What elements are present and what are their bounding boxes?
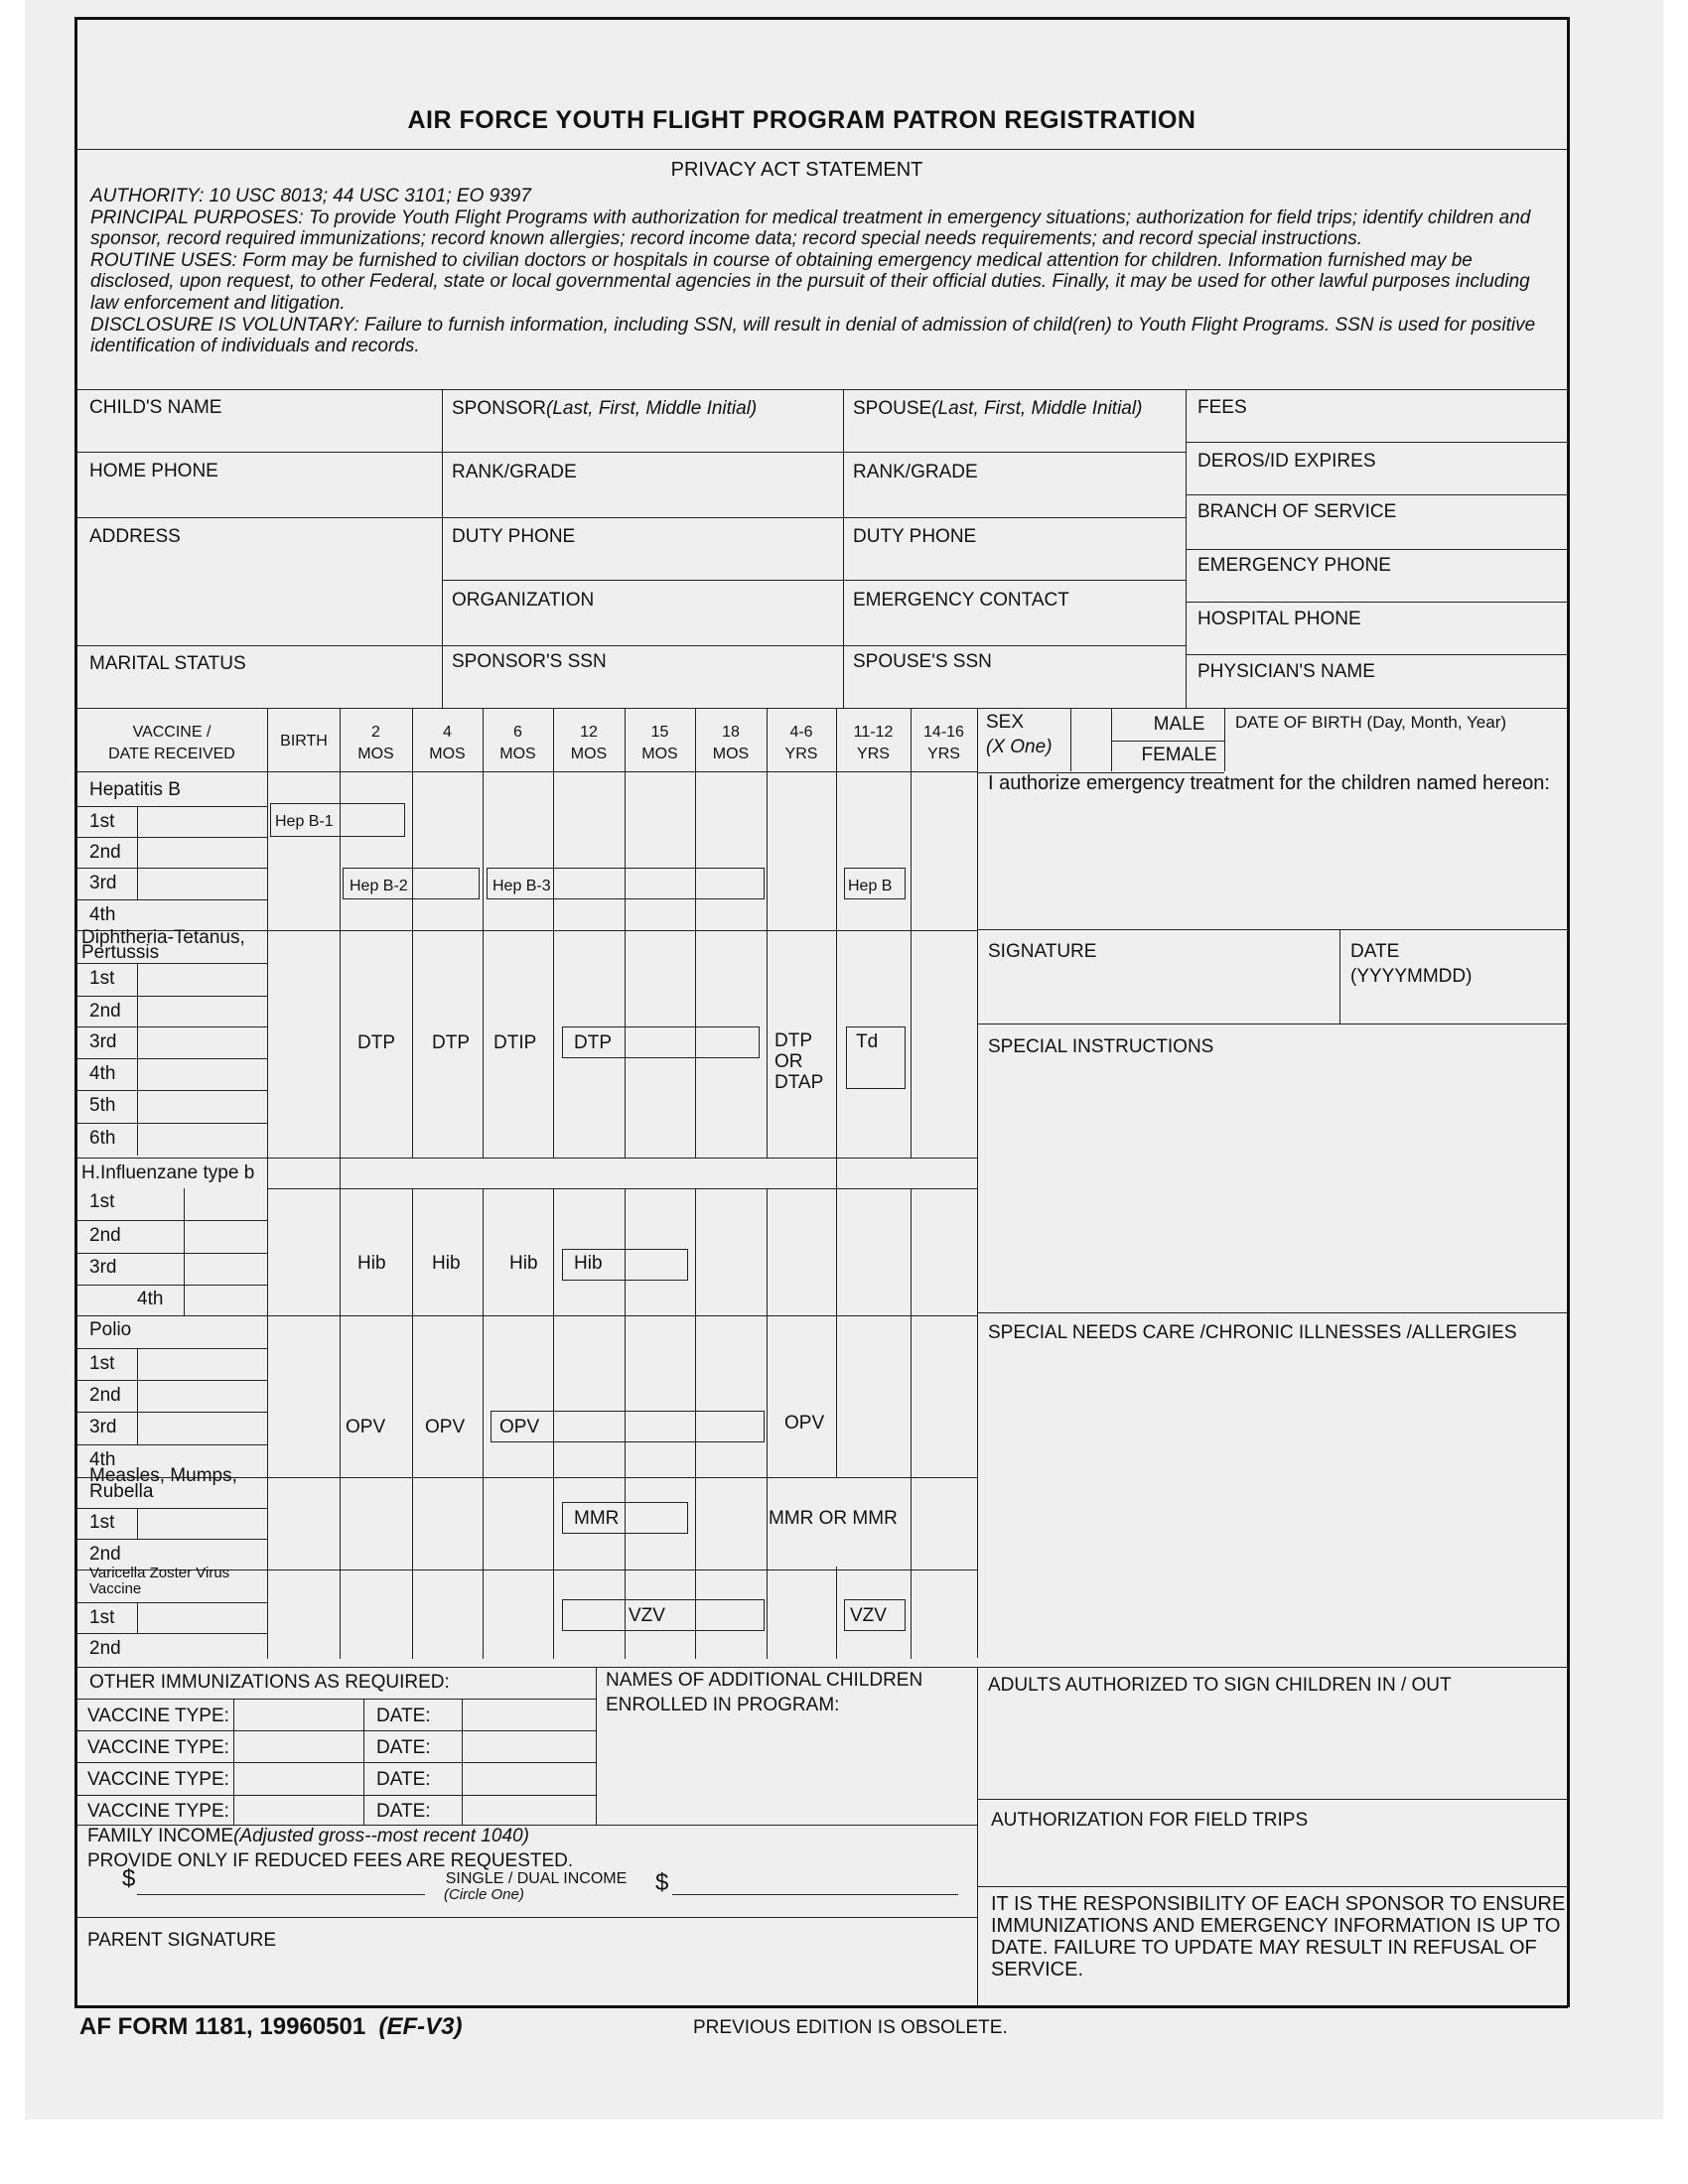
grid-line (695, 1411, 696, 1442)
grid-line (462, 1699, 463, 1825)
grid-line (625, 1249, 626, 1281)
grid-line (625, 1502, 626, 1534)
privacy-statement (90, 186, 1560, 357)
birth-header: BIRTH (280, 733, 328, 750)
grid-line (76, 806, 267, 807)
frame-right (1567, 17, 1570, 2007)
hib-4mos: Hib (432, 1253, 461, 1274)
age-header-46-yrs (767, 722, 836, 765)
age-header-top: 18 (722, 724, 740, 741)
grid-line (1186, 549, 1567, 550)
grid-line (767, 708, 768, 1158)
privacy-disclosure: DISCLOSURE IS VOLUNTARY: Failure to furnish information, including SSN, will result in denial of admission of child(ren) to Youth Flight Programs. SSN is used for positive identification of individuals and records. (90, 314, 1536, 357)
form-version: (EF-V3) (378, 2013, 463, 2040)
hepb3-label: Hep B-3 (492, 878, 551, 894)
grid-line (76, 708, 1567, 709)
grid-line (137, 1602, 138, 1633)
form-title: AIR FORCE YOUTH FLIGHT PROGRAM PATRON REGISTRATION (407, 106, 1196, 134)
grid-line (442, 389, 443, 709)
family-income-title: FAMILY INCOME (87, 1826, 234, 1846)
grid-line (1111, 708, 1112, 771)
polio-dose-4: 4th (89, 1449, 116, 1470)
vaccine-type-3[interactable]: VACCINE TYPE: (87, 1769, 229, 1790)
spouse-name-field[interactable] (853, 399, 1142, 420)
female-option[interactable]: FEMALE (1141, 745, 1217, 765)
age-header-top: 11-12 (853, 724, 894, 741)
sponsor-ssn-field[interactable]: SPONSOR'S SSN (452, 651, 607, 672)
vaccine-header (76, 722, 267, 765)
dtip-6mos: DTIP (493, 1032, 537, 1053)
grid-line (76, 1699, 596, 1700)
age-header-1416-yrs (911, 722, 977, 765)
hib-6mos: Hib (509, 1253, 538, 1274)
family-income-hint: (Adjusted gross--most recent 1040) (233, 1826, 529, 1846)
grid-line (1186, 494, 1567, 495)
sponsor-hint: (Last, First, Middle Initial) (546, 398, 758, 419)
special-instructions-field[interactable]: SPECIAL INSTRUCTIONS (988, 1036, 1214, 1057)
privacy-principal-purposes: PRINCIPAL PURPOSES: To provide Youth Flight Programs with authorization for medical treatment in emergency situations; authorization for field trips; identify children and sponsor, record required immunizations; record known allergies; record income data; record special needs requirements; and record special instructions. (90, 206, 1531, 250)
hib-dose-3: 3rd (89, 1257, 117, 1278)
grid-line (553, 708, 554, 1158)
form-id (79, 2014, 463, 2040)
grid-line (76, 517, 442, 518)
hepb-dose-3: 3rd (89, 873, 117, 893)
age-header-unit: MOS (712, 746, 750, 762)
grid-line (76, 1762, 596, 1763)
grid-line (596, 1667, 597, 1825)
grid-line (137, 963, 138, 1156)
grid-line (1186, 654, 1567, 655)
dtp-label: Diphtheria-Tetanus, Pertussis (81, 927, 245, 963)
date-format-hint: (YYYYMMDD) (1350, 966, 1473, 987)
additional-children-field[interactable]: NAMES OF ADDITIONAL CHILDREN ENROLLED IN PROGRAM: (606, 1670, 923, 1715)
grid-line (911, 1188, 912, 1659)
grid-line (76, 645, 442, 646)
grid-line (483, 708, 484, 1158)
spouse-rank-field[interactable]: RANK/GRADE (853, 462, 978, 482)
age-header-1112-yrs (836, 722, 911, 765)
age-header-top: 12 (580, 724, 598, 741)
age-header-top: 6 (513, 724, 522, 741)
dtp-dose-3: 3rd (89, 1031, 117, 1052)
privacy-routine-uses: ROUTINE USES: Form may be furnished to civilian doctors or hospitals in course of obtaining emergency medical attention for children. Information furnished may be disclosed, upon request, to other Federal, state or local governmental agencies in the pursuit of their official duties. Finally, it may be used for other lawful purposes including law enforcement and litigation. (90, 249, 1530, 314)
age-header-unit: YRS (784, 746, 818, 762)
grid-line (76, 837, 267, 838)
grid-line (76, 1412, 267, 1413)
address-field[interactable]: ADDRESS (89, 526, 181, 547)
grid-line (76, 1795, 596, 1796)
age-header-unit: YRS (927, 746, 960, 762)
polio-dose-3: 3rd (89, 1417, 117, 1437)
age-header-unit: MOS (641, 746, 678, 762)
grid-line (1070, 708, 1071, 771)
age-header-unit: MOS (429, 746, 466, 762)
adults-authorized-field[interactable]: ADULTS AUTHORIZED TO SIGN CHILDREN IN / OUT (988, 1675, 1452, 1696)
grid-line (977, 1799, 1567, 1800)
other-immunizations-label: OTHER IMMUNIZATIONS AS REQUIRED: (89, 1672, 450, 1693)
age-header-top: 2 (371, 724, 380, 741)
grid-line (695, 1599, 696, 1631)
branch-field[interactable]: BRANCH OF SERVICE (1197, 501, 1397, 522)
grid-line (76, 1090, 267, 1091)
age-header-4-mos (412, 722, 483, 765)
vzv-section-label: Varicella Zoster Virus Vaccine (89, 1565, 230, 1597)
grid-line (442, 580, 1186, 581)
vaccine-date-1[interactable]: DATE: (376, 1706, 431, 1726)
spouse-hint: (Last, First, Middle Initial) (931, 398, 1143, 419)
age-header-12-mos (553, 722, 625, 765)
age-header-top: 15 (650, 724, 669, 741)
grid-line (76, 1026, 267, 1027)
grid-line (1339, 929, 1340, 1024)
privacy-heading: PRIVACY ACT STATEMENT (670, 159, 923, 181)
spouse-label: SPOUSE (853, 398, 932, 419)
grid-line (267, 708, 268, 1659)
vaccine-date-3[interactable]: DATE: (376, 1769, 431, 1790)
grid-line (625, 1026, 626, 1058)
grid-line (76, 1380, 267, 1381)
emergency-authorization-text: I authorize emergency treatment for the children named hereon: (988, 772, 1550, 794)
marital-status-field[interactable]: MARITAL STATUS (89, 653, 246, 674)
grid-line (695, 868, 696, 899)
age-header-2-mos (340, 722, 412, 765)
signature-field[interactable]: SIGNATURE (988, 941, 1097, 962)
grid-line (911, 708, 912, 1158)
hib-12mos: Hib (574, 1253, 603, 1274)
grid-line (625, 1599, 626, 1631)
frame-top (74, 17, 1568, 20)
opv-6mos: OPV (499, 1417, 540, 1437)
hepb-dose-4: 4th (89, 904, 116, 925)
hepatitis-b-label: Hepatitis B (89, 779, 181, 800)
grid-line (836, 1567, 837, 1659)
grid-line (412, 708, 413, 1158)
grid-line (76, 1158, 977, 1159)
dtp-dose-6: 6th (89, 1128, 116, 1149)
sponsor-rank-field[interactable]: RANK/GRADE (452, 462, 577, 482)
vaccine-type-4[interactable]: VACCINE TYPE: (87, 1801, 229, 1822)
grid-line (625, 1411, 626, 1442)
sponsor-name-field[interactable] (452, 399, 757, 420)
age-header-6-mos (483, 722, 553, 765)
grid-line (76, 1220, 267, 1221)
grid-line (137, 1508, 138, 1539)
organization-field[interactable]: ORGANIZATION (452, 590, 595, 611)
reduced-fees-note: PROVIDE ONLY IF REDUCED FEES ARE REQUESTED. (87, 1850, 574, 1871)
grid-line (76, 1285, 267, 1286)
deros-field[interactable]: DEROS/ID EXPIRES (1197, 451, 1376, 472)
grid-line (76, 1348, 267, 1349)
spouse-ssn-field[interactable]: SPOUSE'S SSN (853, 651, 992, 672)
previous-edition-note: PREVIOUS EDITION IS OBSOLETE. (693, 2017, 1008, 2038)
age-header-unit: MOS (357, 746, 394, 762)
childs-name-field[interactable]: CHILD'S NAME (89, 397, 222, 418)
parent-signature-field[interactable]: PARENT SIGNATURE (87, 1930, 277, 1951)
grid-line (76, 1508, 267, 1509)
hib-2mos: Hib (357, 1253, 386, 1274)
hepb-dose-2: 2nd (89, 842, 121, 863)
vzv-15mos: VZV (629, 1605, 665, 1626)
hepb2-label: Hep B-2 (350, 878, 408, 894)
grid-line (1224, 708, 1225, 771)
vaccine-header-line2: DATE RECEIVED (108, 746, 235, 762)
grid-line (184, 1188, 185, 1315)
home-phone-field[interactable]: HOME PHONE (89, 461, 218, 481)
grid-line (76, 1315, 977, 1316)
grid-line (76, 1253, 267, 1254)
grid-line (76, 1058, 267, 1059)
physicians-name-field[interactable]: PHYSICIAN'S NAME (1197, 661, 1375, 682)
age-header-top: 4 (443, 724, 452, 741)
age-header-unit: MOS (570, 746, 608, 762)
vaccine-date-2[interactable]: DATE: (376, 1737, 431, 1758)
vaccine-type-1[interactable]: VACCINE TYPE: (87, 1706, 229, 1726)
grid-line (625, 868, 626, 899)
date-of-birth-field[interactable]: DATE OF BIRTH (Day, Month, Year) (1235, 713, 1507, 732)
grid-line (76, 1917, 977, 1918)
dollar-sign-1: $ (122, 1865, 136, 1892)
grid-line (977, 1312, 1567, 1313)
male-option[interactable]: MALE (1153, 714, 1205, 735)
hepb-dose-1: 1st (89, 811, 115, 832)
hospital-phone-field[interactable]: HOSPITAL PHONE (1197, 609, 1361, 629)
mmr-section-label: Measles, Mumps, Rubella (89, 1465, 237, 1502)
grid-line (977, 1886, 1567, 1887)
opv-2mos: OPV (346, 1417, 386, 1437)
field-trips-field[interactable]: AUTHORIZATION FOR FIELD TRIPS (991, 1810, 1309, 1831)
grid-line (137, 806, 138, 899)
vzv-dose-1: 1st (89, 1607, 115, 1628)
frame-bottom (74, 2005, 1568, 2008)
emergency-contact-field[interactable]: EMERGENCY CONTACT (853, 590, 1069, 611)
polio-dose-2: 2nd (89, 1385, 121, 1406)
income-line-2[interactable] (672, 1894, 958, 1895)
age-header-18-mos (695, 722, 767, 765)
hib-dose-1: 1st (89, 1191, 115, 1212)
grid-line (767, 1188, 768, 1659)
vaccine-date-4[interactable]: DATE: (376, 1801, 431, 1822)
age-header-15-mos (625, 722, 695, 765)
fees-field[interactable]: FEES (1197, 397, 1247, 418)
grid-line (76, 1539, 267, 1540)
grid-line (76, 1730, 596, 1731)
title-divider (76, 149, 1567, 150)
grid-line (76, 771, 977, 772)
grid-line (553, 868, 554, 899)
emergency-phone-field[interactable]: EMERGENCY PHONE (1197, 555, 1391, 576)
mmr-12mos: MMR (574, 1508, 620, 1529)
hib-section-label: H.Influenzane type b (81, 1162, 255, 1183)
special-needs-field[interactable]: SPECIAL NEEDS CARE /CHRONIC ILLNESSES /ALLERGIES (988, 1322, 1517, 1343)
family-income-label (87, 1827, 529, 1847)
grid-line (76, 899, 267, 900)
grid-line (442, 645, 1186, 646)
grid-line (76, 963, 267, 964)
grid-line (695, 1026, 696, 1058)
mmr-dose-2: 2nd (89, 1544, 121, 1565)
grid-line (340, 708, 341, 1659)
frame-left (74, 17, 77, 2007)
opv-4mos: OPV (425, 1417, 466, 1437)
dtp-dose-1: 1st (89, 968, 115, 989)
grid-line (137, 1348, 138, 1444)
grid-line (76, 996, 267, 997)
single-dual-income[interactable]: SINGLE / DUAL INCOME (445, 1870, 628, 1887)
vzv-dose-2: 2nd (89, 1638, 121, 1659)
dtp-12mos: DTP (574, 1032, 612, 1053)
vaccine-header-line1: VACCINE / (132, 724, 211, 741)
mmr-dose-1: 1st (89, 1512, 115, 1533)
opv-4-6yrs: OPV (784, 1413, 825, 1433)
income-line-1[interactable] (137, 1894, 425, 1895)
age-header-unit: YRS (857, 746, 890, 762)
grid-line (363, 1699, 364, 1825)
grid-line (267, 1188, 977, 1189)
hepb-adolescent-label: Hep B (848, 878, 893, 894)
dollar-sign-2: $ (655, 1869, 669, 1896)
grid-line (442, 517, 1186, 518)
hepb1-label: Hep B-1 (275, 813, 334, 830)
mmr-or-mmr: MMR OR MMR (769, 1508, 898, 1529)
grid-line (76, 1444, 267, 1445)
age-header-top: 14-16 (923, 724, 964, 741)
sex-label: SEX (986, 712, 1025, 733)
sex-hint: (X One) (986, 737, 1053, 757)
sponsor-duty-phone-field[interactable]: DUTY PHONE (452, 526, 576, 547)
td-label: Td (856, 1031, 879, 1052)
grid-line (836, 708, 837, 1477)
circle-one-hint: (Circle One) (444, 1886, 524, 1903)
grid-line (412, 1188, 413, 1659)
hib-dose-4: 4th (137, 1289, 164, 1309)
polio-label: Polio (89, 1319, 132, 1340)
grid-line (233, 1699, 234, 1825)
spouse-duty-phone-field[interactable]: DUTY PHONE (853, 526, 977, 547)
grid-line (977, 929, 1567, 930)
dtp-or-dtap: DTP OR DTAP (774, 1030, 824, 1093)
polio-dose-1: 1st (89, 1353, 115, 1374)
grid-line (76, 452, 442, 453)
grid-line (76, 1633, 267, 1634)
grid-line (625, 708, 626, 1158)
vaccine-type-2[interactable]: VACCINE TYPE: (87, 1737, 229, 1758)
grid-line (695, 708, 696, 1158)
grid-line (1111, 741, 1224, 742)
age-header-unit: MOS (499, 746, 536, 762)
form-id-number: AF FORM 1181, 19960501 (79, 2013, 366, 2040)
grid-line (483, 1188, 484, 1659)
dtp-4mos: DTP (432, 1032, 470, 1053)
dtp-2mos: DTP (357, 1032, 395, 1053)
grid-line (1186, 602, 1567, 603)
sponsor-label: SPONSOR (452, 398, 547, 419)
grid-line (442, 452, 1186, 453)
dtp-dose-5: 5th (89, 1095, 116, 1116)
grid-line (843, 389, 844, 709)
grid-line (977, 1667, 978, 2007)
age-header-top: 4-6 (789, 724, 813, 741)
dtp-dose-4: 4th (89, 1063, 116, 1084)
grid-line (76, 868, 267, 869)
grid-line (76, 1602, 267, 1603)
vzv-11-12yrs: VZV (850, 1605, 887, 1626)
grid-line (977, 708, 978, 1658)
hib-dose-2: 2nd (89, 1225, 121, 1246)
dtp-dose-2: 2nd (89, 1001, 121, 1022)
signature-date-field[interactable]: DATE (1350, 941, 1400, 962)
responsibility-notice: IT IS THE RESPONSIBILITY OF EACH SPONSOR TO ENSURE IMMUNIZATIONS AND EMERGENCY INFORMATION IS UP TO DATE. FAILURE TO UPDATE MAY RESULT IN REFUSAL OF SERVICE. (991, 1893, 1566, 1980)
privacy-authority: AUTHORITY: 10 USC 8013; 44 USC 3101; EO 9397 (90, 186, 531, 206)
grid-line (1186, 442, 1567, 443)
grid-line (76, 1123, 267, 1124)
privacy-divider (76, 389, 1567, 390)
